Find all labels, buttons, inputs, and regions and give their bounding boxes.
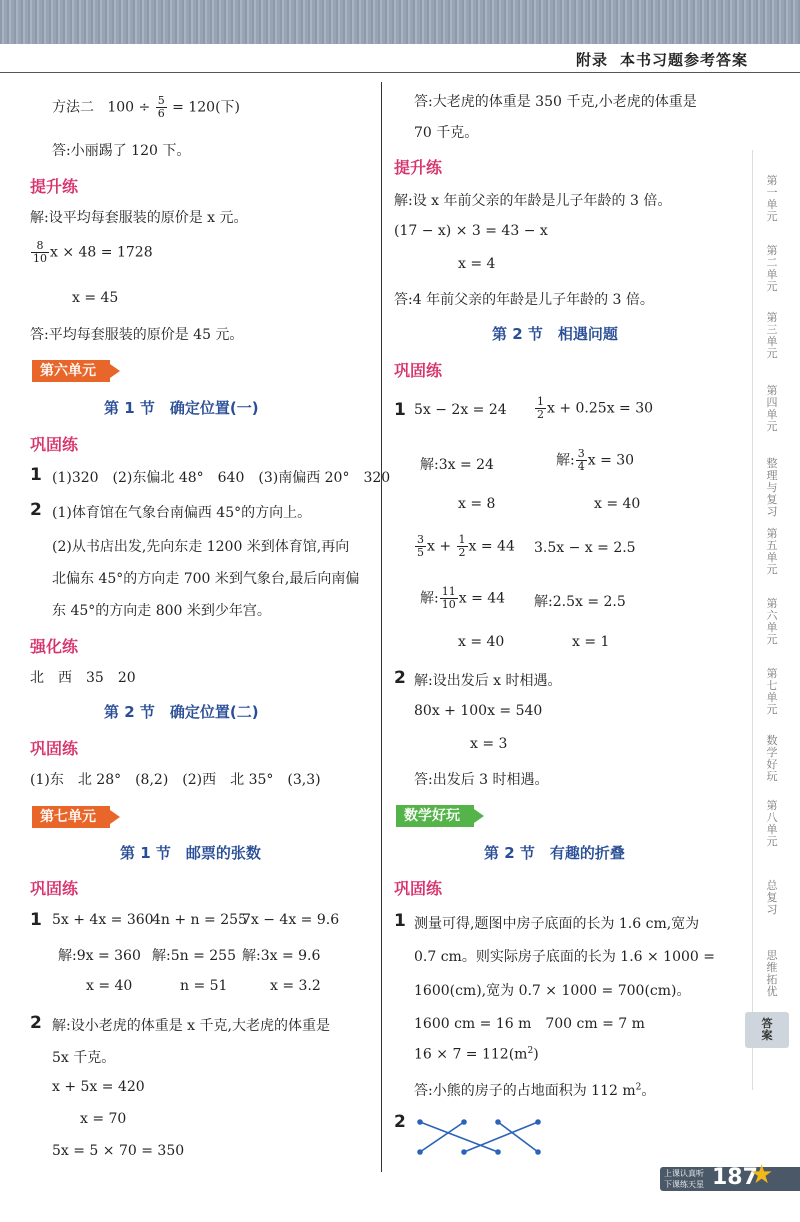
equation-line: $\frac{1}{2}$ x + 0.25x = 30 — [537, 395, 654, 421]
question-number: 2 — [394, 1112, 406, 1132]
solution-line: 5x 千克。 — [52, 1050, 116, 1066]
equation-line: 5x = 5 × 70 = 350 — [52, 1143, 185, 1159]
equation-line: x = 4 — [458, 256, 496, 272]
unit-tab[interactable]: 第 五 单 元 — [766, 527, 778, 576]
unit-tab[interactable]: 数 学 好 玩 — [766, 734, 778, 783]
equation-line: 解:9x = 360 — [58, 948, 141, 964]
equation-line: 4n + n = 255 — [152, 912, 247, 928]
unit-tab[interactable]: 第 八 单 元 — [766, 799, 778, 848]
equation-line: x = 1 — [572, 634, 610, 650]
header-appendix: 附录 — [575, 51, 608, 69]
answer-line: (1)东 北 28° (8,2) (2)西 北 35° (3,3) — [30, 772, 321, 788]
answer-line: 答:平均每套服装的原价是 45 元。 — [30, 327, 244, 343]
answer-line: (1)320 (2)东偏北 48° 640 (3)南偏西 20° 320 — [52, 470, 391, 486]
equation-line: 解: $\frac{11}{10}$ x = 44 — [420, 585, 506, 611]
unit-tab[interactable]: 第 四 单 元 — [766, 384, 778, 433]
math-fun-badge: 数学好玩 — [396, 805, 474, 827]
equation-line: x = 3 — [470, 736, 508, 752]
solution-line: 解:设出发后 x 时相遇。 — [414, 673, 562, 689]
header-rule — [0, 72, 800, 73]
equation-line: 解:2.5x = 2.5 — [534, 594, 626, 610]
sidebar-rule — [752, 150, 753, 1090]
equation-line: 解: $\frac{3}{4}$ x = 30 — [556, 447, 635, 473]
page-header — [564, 49, 748, 70]
equation-line: x = 8 — [458, 496, 496, 512]
equation-line: x = 40 — [594, 496, 641, 512]
solution-line: 解:设小老虎的体重是 x 千克,大老虎的体重是 — [52, 1018, 330, 1034]
answer-line: (2)从书店出发,先向东走 1200 米到体育馆,再向 — [52, 539, 350, 555]
equation-line: 7x − 4x = 9.6 — [242, 912, 340, 928]
section-title: 第 1 节 确定位置(一) — [104, 399, 259, 417]
section-tag: 提升练 — [30, 177, 79, 196]
section-tag: 巩固练 — [30, 435, 79, 454]
equation-line: x = 45 — [72, 290, 119, 306]
answer-line: 北 西 35 20 — [30, 670, 136, 686]
section-tag: 强化练 — [30, 637, 79, 656]
section-title: 第 2 节 相遇问题 — [492, 325, 618, 343]
answer-line: 北偏东 45°的方向走 700 米到气象台,最后向南偏 — [52, 571, 360, 587]
question-number: 1 — [394, 400, 406, 420]
footer-slogan: 上课认真听 下课练天星 — [664, 1169, 704, 1189]
answer-line: (1)体育馆在气象台南偏西 45°的方向上。 — [52, 505, 312, 521]
equation-line: 解:3x = 9.6 — [242, 948, 321, 964]
unit-six-badge: 第六单元 — [32, 360, 110, 382]
equation-line: 1600 cm = 16 m 700 cm = 7 m — [414, 1016, 645, 1032]
column-divider — [381, 82, 382, 1172]
answer-line: 答:大老虎的体重是 350 千克,小老虎的体重是 — [414, 94, 697, 110]
method-two-line: 方法二 100 ÷ $\frac{5}{6}$ = 120(下) — [52, 94, 240, 120]
solution-line: 0.7 cm。则实际房子底面的长为 1.6 × 1000 = — [414, 949, 715, 965]
equation-line: $\frac{3}{5}$ x + $\frac{1}{2}$ x = 44 — [417, 533, 515, 559]
solution-line: 解:设平均每套服装的原价是 x 元。 — [30, 210, 248, 226]
equation-line: (17 − x) × 3 = 43 − x — [394, 223, 548, 239]
question-number: 2 — [30, 500, 42, 520]
equation-line: 80x + 100x = 540 — [414, 703, 543, 719]
unit-tab[interactable]: 总 复 习 — [766, 879, 778, 916]
answer-line: 70 千克。 — [414, 125, 479, 141]
unit-tab[interactable]: 整 理 与 复 习 — [766, 457, 778, 518]
equation-line: n = 51 — [180, 978, 228, 994]
equation-line: 解:3x = 24 — [420, 457, 494, 473]
unit-tab[interactable]: 第 六 单 元 — [766, 597, 778, 646]
matching-diagram — [408, 1110, 558, 1160]
answer-line: 东 45°的方向走 800 米到少年宫。 — [52, 603, 271, 619]
equation-line: 5x + 4x = 360 — [52, 912, 154, 928]
equation-line: x = 40 — [86, 978, 133, 994]
equation-line: x = 3.2 — [270, 978, 321, 994]
equation-line: 解:5n = 255 — [152, 948, 236, 964]
solution-line: 解:设 x 年前父亲的年龄是儿子年龄的 3 倍。 — [394, 193, 672, 209]
header-title-text: 本书习题参考答案 — [619, 51, 748, 69]
top-decorative-band — [0, 0, 800, 44]
equation-line: $\frac{8}{10}$ x × 48 = 1728 — [33, 239, 153, 265]
page-number: 187 — [712, 1165, 758, 1190]
answer-line: 答:出发后 3 时相遇。 — [414, 772, 549, 788]
equation-line: 5x − 2x = 24 — [414, 402, 507, 418]
section-tag: 巩固练 — [30, 739, 79, 758]
unit-tab[interactable]: 第 三 单 元 — [766, 311, 778, 360]
equation-line: x = 40 — [458, 634, 505, 650]
unit-tab[interactable]: 第 一 单 元 — [766, 174, 778, 223]
question-number: 2 — [30, 1013, 42, 1033]
star-icon: ★ — [750, 1160, 774, 1190]
unit-tab[interactable]: 答 案 — [745, 1012, 789, 1048]
unit-tab[interactable]: 思 维 拓 优 — [766, 949, 778, 998]
answer-line: 答:小熊的房子的占地面积为 112 $m^2$。 — [414, 1082, 656, 1099]
solution-line: 测量可得,题图中房子底面的长为 1.6 cm,宽为 — [414, 916, 700, 932]
equation-line: x = 70 — [80, 1111, 127, 1127]
unit-seven-badge: 第七单元 — [32, 806, 110, 828]
section-tag: 提升练 — [394, 158, 443, 177]
unit-tab[interactable]: 第 二 单 元 — [766, 244, 778, 293]
answer-line: 答:4 年前父亲的年龄是儿子年龄的 3 倍。 — [394, 292, 654, 308]
section-title: 第 1 节 邮票的张数 — [120, 844, 261, 862]
question-number: 1 — [394, 911, 406, 931]
equation-line: 3.5x − x = 2.5 — [534, 540, 636, 556]
question-number: 1 — [30, 910, 42, 930]
section-title: 第 2 节 确定位置(二) — [104, 703, 259, 721]
section-tag: 巩固练 — [394, 361, 443, 380]
equation-line: $16 \times 7 = 112(m^2)$ — [414, 1046, 539, 1063]
solution-line: 1600(cm),宽为 0.7 × 1000 = 700(cm)。 — [414, 983, 691, 999]
answer-line: 答:小丽踢了 120 下。 — [52, 143, 191, 159]
section-title: 第 2 节 有趣的折叠 — [484, 844, 625, 862]
equation-line: x + 5x = 420 — [52, 1079, 145, 1095]
unit-tab[interactable]: 第 七 单 元 — [766, 667, 778, 716]
question-number: 2 — [394, 668, 406, 688]
section-tag: 巩固练 — [30, 879, 79, 898]
section-tag: 巩固练 — [394, 879, 443, 898]
question-number: 1 — [30, 465, 42, 485]
